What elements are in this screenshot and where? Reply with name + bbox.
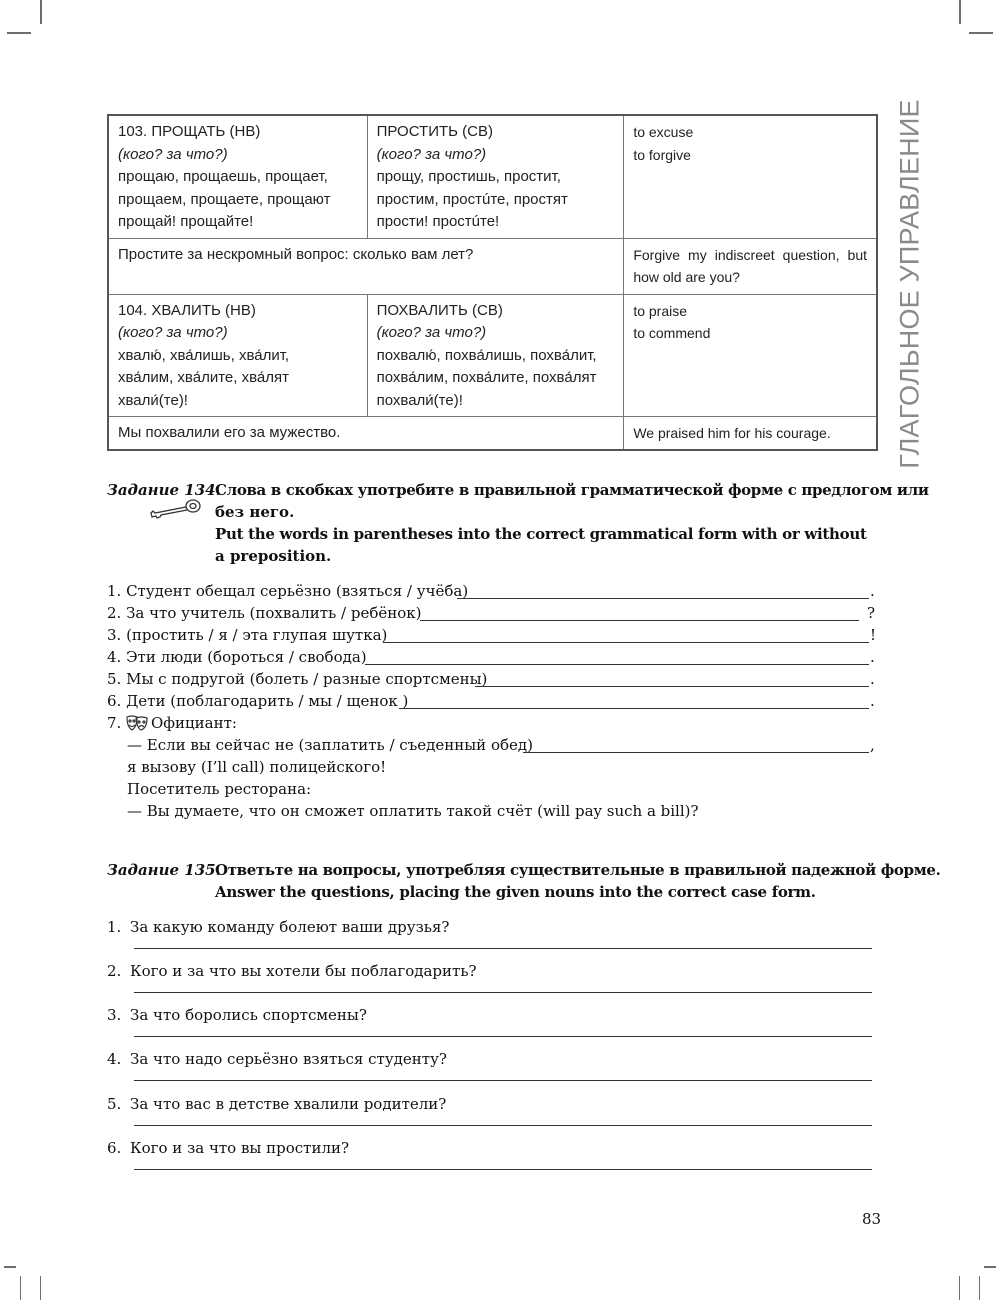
imperfective-cell [108,115,367,238]
answer-line[interactable] [134,947,872,949]
verb-government-table [107,114,878,451]
crop-mark [984,1266,996,1268]
question-text: За что боролись спортсмены? [130,1006,367,1024]
side-title-text: ГЛАГОЛЬНОЕ УПРАВЛЕНИЕ [894,99,925,469]
question-text: За какую команду болеют ваши друзья? [130,918,450,936]
imperative-line: хвали́(те)! [118,391,188,409]
item-number: 7. [107,714,122,732]
exercise-prompt: 5. Мы с подругой (болеть / разные спортсмены) [107,670,488,688]
conjugation-line: хвалю́, хва́лишь, хва́лит, [118,346,290,364]
exercise-item [107,690,877,712]
dialogue-line [107,800,877,822]
end-punctuation: , [870,736,875,754]
verb-heading: ПОХВАЛИТЬ (СВ) [376,301,503,319]
translation: to forgive [633,146,691,163]
dialogue-text: я вызову (I’ll call) полицейского! [127,758,387,776]
instruction-ru: Ответьте на вопросы, употребляя существительные в правильной падежной форме. [215,861,941,879]
example-en: Forgive my indiscreet question, but how old are you? [624,238,877,294]
translation-cell [624,294,877,417]
speaker-label: Посетитель ресторана: [127,780,312,798]
verb-heading: ПРОСТИТЬ (СВ) [376,123,493,140]
conjugation-line: прощаем, прощаете, прощают [118,190,331,208]
task-instructions [215,859,941,903]
crop-mark [40,1276,41,1300]
perfective-cell [367,294,624,417]
task-instructions [215,479,929,567]
answer-line[interactable] [134,1124,872,1126]
answer-blank[interactable] [420,604,859,621]
dialogue-text: — Если вы сейчас не (заплатить / съеденный обед) [127,736,533,754]
end-punctuation: . [870,692,875,710]
translation: to praise [633,302,688,319]
theatre-masks-icon [126,715,148,731]
answer-line[interactable] [134,1168,872,1170]
crop-mark [959,1276,960,1300]
exercise-134-list [107,580,877,822]
instruction-ru: без него. [215,503,295,521]
example-ru: Мы похвалили его за мужество. [108,417,624,450]
exercise-item [107,646,877,668]
government-question: (кого? за что?) [118,324,228,341]
question-number: 3. [107,1006,122,1024]
crop-mark [40,0,42,24]
example-en: We praised him for his courage. [624,417,877,450]
example-row [108,417,877,450]
end-punctuation: . [870,648,875,666]
question-number: 6. [107,1139,122,1157]
translation: to commend [633,325,711,341]
conjugation-line: прощу, простишь, простит, [376,168,561,185]
speaker-label: Официант: [151,714,237,732]
verb-row [108,115,877,238]
answer-line[interactable] [134,991,872,993]
verb-heading: 104. ХВАЛИТЬ (НВ) [118,301,256,319]
crop-mark [969,32,993,34]
question-text: За что вас в детстве хвалили родители? [130,1095,447,1113]
task-label: Задание 134. [107,481,221,499]
question-number: 1. [107,918,122,936]
question-number: 5. [107,1095,122,1113]
page-number: 83 [862,1210,882,1228]
instruction-en: Answer the questions, placing the given nouns into the correct case form. [215,883,816,901]
perfective-cell [367,115,624,238]
key-icon [147,498,203,522]
imperative-line: прощай! прощайте! [118,213,254,230]
instruction-en: Put the words in parentheses into the correct grammatical form with or without [215,525,867,543]
conjugation-line: хва́лим, хва́лите, хва́лят [118,369,289,386]
dialogue-text: — Вы думаете, что он сможет оплатить такой счёт (will pay such a bill)? [127,802,699,820]
instruction-en: a preposition. [215,547,332,565]
answer-blank[interactable] [523,736,869,753]
government-question: (кого? за что?) [376,324,487,341]
exercise-item [107,580,877,602]
government-question: (кого? за что?) [118,145,228,163]
answer-line[interactable] [134,1035,872,1037]
crop-mark [979,1276,980,1300]
translation-cell [624,115,877,238]
dialogue-line [107,756,877,778]
end-punctuation: ? [867,604,876,622]
translation: to excuse [633,124,694,140]
conjugation-line: простим, простúте, простят [376,190,568,208]
answer-blank[interactable] [457,582,869,599]
exercise-prompt: 6. Дети (поблагодарить / мы / щенок ) [107,692,409,710]
conjugation-line: похвалю́, похва́лишь, похва́лит, [376,346,597,364]
question-text: За что надо серьёзно взяться студенту? [130,1050,447,1068]
exercise-prompt: 1. Студент обещал серьёзно (взяться / учёба) [107,582,469,600]
task-label: Задание 135. [107,861,221,879]
question-number: 2. [107,962,122,980]
crop-mark [7,32,31,34]
instruction-ru: Слова в скобках употребите в правильной грамматической форме с предлогом или [215,481,929,499]
conjugation-line: похва́лим, похва́лите, похва́лят [376,369,597,386]
government-question: (кого? за что?) [376,145,487,163]
section-side-title [880,99,940,469]
example-ru: Простите за нескромный вопрос: сколько вам лет? [108,238,624,294]
exercise-item [107,668,877,690]
crop-mark [20,1276,21,1300]
end-punctuation: ! [870,626,877,644]
exercise-prompt: 2. За что учитель (похвалить / ребёнок) [107,604,422,622]
imperfective-cell [108,294,367,417]
end-punctuation: . [870,670,875,688]
question-text: Кого и за что вы простили? [130,1139,350,1157]
imperative-line: прости! простúте! [376,213,500,230]
exercise-prompt: 3. (простить / я / эта глупая шутка) [107,626,388,644]
crop-mark [4,1266,16,1268]
dialogue-line [107,778,877,800]
answer-blank[interactable] [475,670,869,687]
answer-blank[interactable] [399,692,869,709]
verb-row [108,294,877,417]
end-punctuation: . [870,582,875,600]
imperative-line: похвали́(те)! [376,391,463,409]
dialogue-item [107,712,877,734]
exercise-item [107,602,877,624]
conjugation-line: прощаю, прощаешь, прощает, [118,168,328,185]
exercise-item [107,624,877,646]
verb-heading: 103. ПРОЩАТЬ (НВ) [118,123,261,140]
answer-blank[interactable] [383,626,869,643]
dialogue-line [107,734,877,756]
crop-mark [959,0,961,24]
question-number: 4. [107,1050,122,1068]
answer-line[interactable] [134,1079,872,1081]
question-text: Кого и за что вы хотели бы поблагодарить? [130,962,477,980]
exercise-prompt: 4. Эти люди (бороться / свобода) [107,648,367,666]
answer-blank[interactable] [365,648,869,665]
example-row [108,238,877,294]
